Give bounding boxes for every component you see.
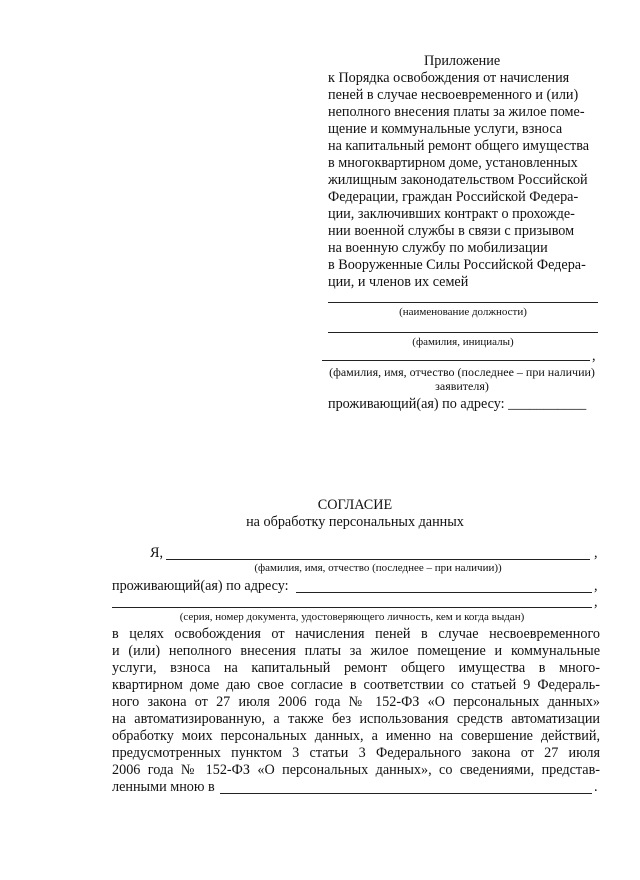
fio-comma: , (594, 545, 598, 561)
body-last-line-prefix: ленными мною в (112, 779, 215, 795)
applicant-caption: (фамилия, имя, отчество (последнее – при наличии) (329, 365, 595, 379)
appendix-line: щение и коммунальные услуги, взноса (328, 121, 563, 137)
document-comma: , (594, 594, 598, 610)
appendix-line: в многоквартирном доме, установленных (328, 155, 578, 171)
appendix-line: нии военной службы в связи с призывом (328, 223, 575, 239)
applicant-caption-2: заявителя) (435, 379, 489, 393)
body-line: 2006 года № 152-ФЗ «О персональных данных», со сведениями, представ- (112, 762, 600, 778)
i-label: Я, (150, 545, 164, 561)
appendix-line: на военную службу по мобилизации (328, 240, 548, 256)
body-line: предусмотренных пунктом 3 статьи 3 Федерального закона от 27 июля (112, 745, 600, 761)
position-caption: (наименование должности) (399, 306, 527, 318)
appendix-line: ции, заключивших контракт о прохожде- (328, 206, 575, 222)
appendix-line: Федерации, граждан Российской Федера- (328, 189, 579, 205)
fio-caption: (фамилия, имя, отчество (последнее – при наличии)) (254, 562, 502, 574)
address-comma: , (594, 578, 598, 594)
applicant-field[interactable] (322, 360, 590, 361)
appendix-line: ции, и членов их семей (328, 274, 469, 290)
body-line: ного закона от 27 июля 2006 года № 152-ФЗ «О персональных данных» (112, 694, 600, 710)
address-label-consent: проживающий(ая) по адресу: (112, 578, 289, 594)
body-line: в целях освобождения от начисления пеней в случае несвоевременного (112, 626, 600, 642)
document-caption: (серия, номер документа, удостоверяющего личность, кем и когда выдан) (179, 611, 525, 623)
document-field[interactable] (112, 607, 592, 608)
appendix-line: неполного внесения платы за жилое поме- (328, 104, 585, 120)
body-line: услуги, взноса на капитальный ремонт общего имущества в много- (112, 660, 600, 676)
address-label: проживающий(ая) по адресу: ___________ (328, 396, 587, 412)
fio-field[interactable] (166, 559, 590, 560)
body-line: на автоматизированную, а также без использования средств автоматизации (112, 711, 600, 727)
consent-title: СОГЛАСИЕ (317, 497, 393, 513)
body-line: квартирном доме даю свое согласие в соответствии со статьей 9 Федераль- (112, 677, 600, 693)
appendix-line: жилищным законодательством Российской (328, 172, 588, 188)
address-field[interactable] (296, 592, 592, 593)
consent-subtitle: на обработку персональных данных (246, 514, 464, 530)
appendix-line: в Вооруженные Силы Российской Федера- (328, 257, 586, 273)
body-last-line-end: . (594, 779, 598, 795)
position-field[interactable] (328, 302, 598, 303)
appendix-title: Приложение (424, 53, 501, 69)
appendix-line: на капитальный ремонт общего имущества (328, 138, 590, 154)
body-line: и (или) неполного внесения платы за жилое помещение и коммунальные (112, 643, 600, 659)
appendix-line: к Порядка освобождения от начисления (328, 70, 570, 86)
applicant-comma: , (592, 348, 596, 364)
appendix-line: пеней в случае несвоевременного и (или) (328, 87, 579, 103)
name-field[interactable] (328, 332, 598, 333)
name-caption: (фамилия, инициалы) (412, 336, 514, 348)
data-source-field[interactable] (220, 793, 592, 794)
body-line: обработку моих персональных данных, а именно на совершение действий, (112, 728, 600, 744)
